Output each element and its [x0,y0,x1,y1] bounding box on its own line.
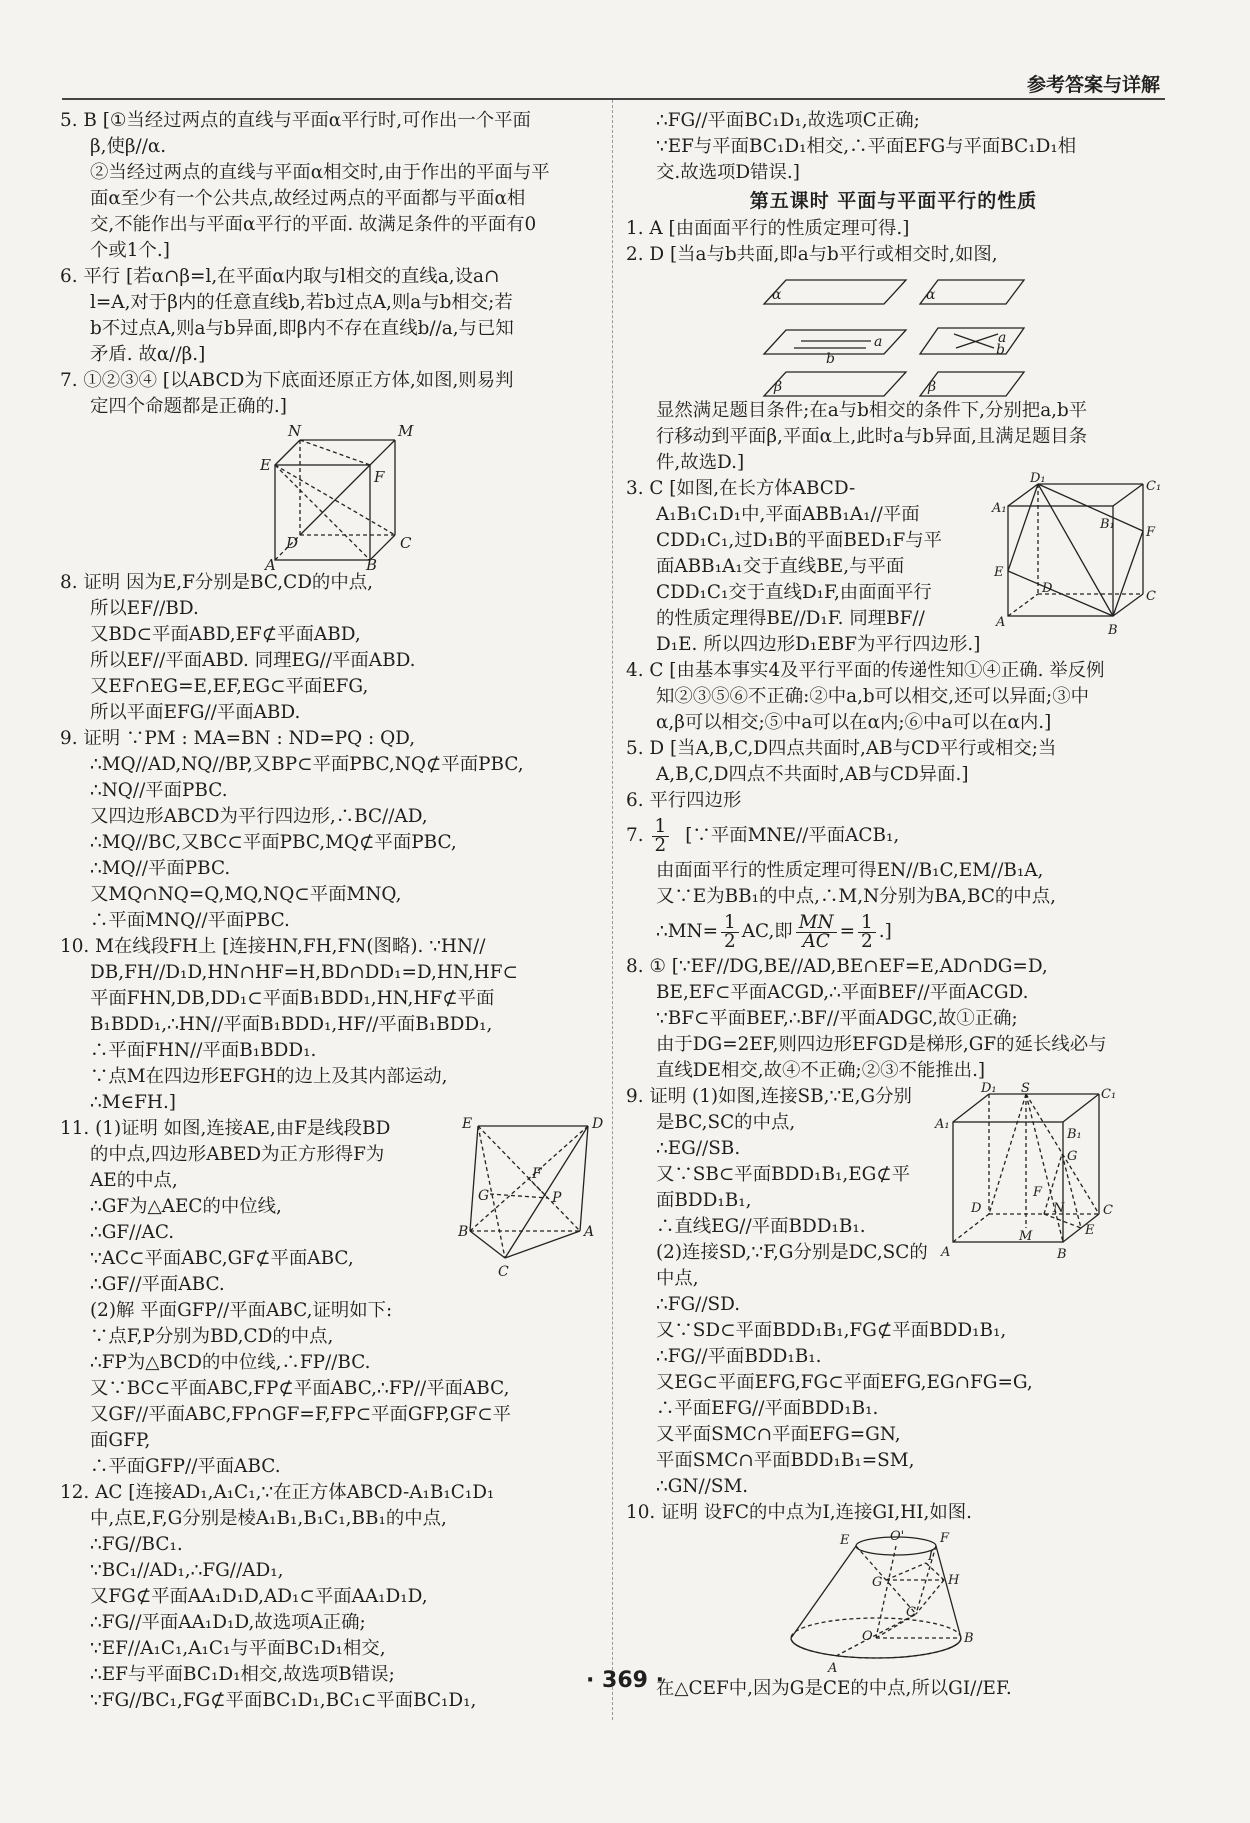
label-S: S [1021,1081,1030,1096]
answer-7-formula [626,910,1161,954]
text-line: A₁B₁C₁D₁中,平面ABB₁A₁//平面 [656,504,920,525]
label-I: I [928,1549,934,1564]
text-line: 又∵E为BB₁的中点,∴M,N分别为BA,BC的中点, [656,886,1056,907]
label-E: E [840,1533,850,1548]
text-line: ∴GF//AC. [90,1222,175,1243]
text-line: ∴GF为△AEC的中位线, [90,1196,282,1217]
text-fragment: .] [878,921,892,942]
text-line: 由于DG=2EF,则四边形EFGD是梯形,GF的延长线必与 [656,1034,1107,1055]
text-line: 定四个命题都是正确的.] [90,396,287,417]
text-line: 个或1个.] [90,240,170,261]
text-line: b不过点A,则a与b异面,即β内不存在直线b//a,与已知 [90,318,514,339]
text-line: ∴平面GFP//平面ABC. [90,1456,281,1477]
text-line: ∴平面MNQ//平面PBC. [90,910,290,931]
text-line: ∵EF//A₁C₁,A₁C₁与平面BC₁D₁相交, [90,1638,386,1659]
text-line: 2. D [当a与b共面,即a与b平行或相交时,如图, [626,244,998,265]
text-line: (2)连接SD,∵F,G分别是DC,SC的 [656,1242,928,1263]
label-B1: B₁ [1067,1127,1082,1142]
label-D: D [971,1201,982,1216]
label-alpha: α [926,287,936,303]
fraction-denominator: 2 [861,930,873,952]
fraction [721,911,739,952]
fraction [652,815,670,856]
left-column [60,108,610,1714]
text-line: 10. 证明 设FC的中点为I,连接GI,HI,如图. [626,1502,972,1523]
label-E: E [260,456,271,474]
text-line: 又∵SD⊂平面BDD₁B₁,FG⊄平面BDD₁B₁, [656,1320,1007,1341]
text-line: 面BDD₁B₁, [656,1190,752,1211]
text-line: ∴EF与平面BC₁D₁相交,故选项B错误; [90,1664,395,1685]
text-line: ∴平面EFG//平面BDD₁B₁. [656,1398,879,1419]
text-line: α,β可以相交;⑤中a可以在α内;⑥中a可以在α内.] [656,712,1052,733]
text-line: CDD₁C₁交于直线D₁F,由面面平行 [656,582,932,603]
fraction [796,911,837,952]
text-line: ∴FG//SD. [656,1294,741,1315]
text-line: 行移动到平面β,平面α上,此时a与b异面,且满足题目条 [656,426,1088,447]
text-line: 所以平面EFG//平面ABD. [90,702,301,723]
text-line: ∴平面FHN//平面B₁BDD₁. [90,1040,317,1061]
label-C1: C₁ [1146,479,1162,494]
box-figure-q3 [992,471,1162,638]
label-N: N [1053,1201,1065,1216]
label-G: G [478,1188,490,1204]
fraction-numerator: 1 [652,818,670,837]
text-line: 平面SMC∩平面BDD₁B₁=SM, [656,1450,915,1471]
label-C: C [498,1264,509,1280]
text-line: DB,FH//D₁D,HN∩HF=H,BD∩DD₁=D,HN,HF⊂ [90,962,518,983]
label-beta: β [928,379,937,395]
text-line: ∴FG//平面BC₁D₁,故选项C正确; [656,110,920,131]
label-B: B [366,556,378,574]
label-A: A [584,1224,595,1240]
text-line: 又四边形ABCD为平行四边形,∴BC//AD, [90,806,428,827]
label-P: P [552,1190,562,1206]
text-line: AE的中点, [90,1170,178,1191]
fraction-numerator: MN [796,914,837,933]
page-number: · 369 · [586,1668,664,1693]
fraction-denominator: AC [802,930,830,952]
text-line: 是BC,SC的中点, [656,1112,796,1133]
planes-figure-q2 [626,268,1161,398]
label-E: E [1085,1223,1095,1238]
cube-figure-q7 [60,420,610,574]
header-rule [62,98,1165,100]
fraction-denominator: 2 [654,834,667,856]
label-N: N [288,422,302,440]
label-C: C [906,1605,916,1620]
text-line: ②当经过两点的直线与平面α相交时,由于作出的平面与平 [90,162,550,183]
answers-8-10 [60,570,610,1116]
text-line: 知②③⑤⑥不正确:②中a,b可以相交,还可以异面;③中 [656,686,1090,707]
text-line: ∴MQ//BC,又BC⊂平面PBC,MQ⊄平面PBC, [90,832,457,853]
question-number: 7. [626,825,644,846]
label-F: F [532,1166,542,1182]
answer-11-part1 [60,1116,610,1298]
text-line: 中,点E,F,G分别是棱A₁B₁,B₁C₁,BB₁的中点, [90,1508,447,1529]
cube-figure-q9 [935,1081,1121,1269]
text-line: l=A,对于β内的任意直线b,若b过点A,则a与b相交;若 [90,292,513,313]
text-line: 又MQ∩NQ=Q,MQ,NQ⊂平面MNQ, [90,884,402,905]
text-line: 直线DE相交,故④不正确;②③不能推出.] [656,1060,986,1081]
text-line: 面ABB₁A₁交于直线BE,与平面 [656,556,905,577]
text-line: 的中点,四边形ABED为正方形得F为 [90,1144,385,1165]
text-line: 面GFP, [90,1430,151,1451]
text-line: 所以EF//平面ABD. 同理EG//平面ABD. [90,650,416,671]
text-line: (2)解 平面GFP//平面ABC,证明如下: [90,1300,393,1321]
text-line: ∵点M在四边形EFGH的边上及其内部运动, [90,1066,448,1087]
text-line: 10. M在线段FH上 [连接HN,FH,FN(图略). ∵HN// [60,936,486,957]
label-E: E [994,565,1004,580]
label-beta: β [774,379,783,395]
text-line: 9. 证明 (1)如图,连接SB,∵E,G分别 [626,1086,912,1107]
text-line: 平面FHN,DB,DD₁⊂平面B₁BDD₁,HN,HF⊄平面 [90,988,495,1009]
text-line: ∴M∈FH.] [90,1092,176,1113]
text-line: B₁BDD₁,∴HN//平面B₁BDD₁,HF//平面B₁BDD₁, [90,1014,493,1035]
text-line: 又∵SB⊂平面BDD₁B₁,EG⊄平 [656,1164,911,1185]
label-G: G [872,1575,883,1590]
fraction-numerator: 1 [721,914,739,933]
text-fragment: ∴MN= [656,921,719,942]
label-C: C [400,534,412,552]
column-divider [612,100,613,1720]
label-B1: B₁ [1100,517,1115,532]
text-line: 8. 证明 因为E,F分别是BC,CD的中点, [60,572,373,593]
text-line: ∴FG//平面AA₁D₁D,故选项A正确; [90,1612,366,1633]
label-C: C [1146,589,1156,604]
label-A1: A₁ [992,501,1007,516]
label-D1: D₁ [981,1081,997,1096]
text-line: 交.故选项D错误.] [656,162,800,183]
label-D: D [286,534,299,552]
label-D1: D₁ [1030,471,1046,486]
text-line: D₁E. 所以四边形D₁EBF为平行四边形.] [656,634,981,655]
text-line: 显然满足题目条件;在a与b相交的条件下,分别把a,b平 [656,400,1088,421]
fraction-denominator: 2 [724,930,736,952]
text-line: 8. ① [∵EF//DG,BE//AD,BE∩EF=E,AD∩DG=D, [626,956,1048,977]
label-F: F [1146,525,1156,540]
label-A: A [941,1245,951,1260]
label-F: F [940,1531,950,1546]
text-line: 的性质定理得BE//D₁F. 同理BF// [656,608,925,629]
label-B: B [1108,623,1118,638]
tetra-figure-q11 [460,1116,610,1298]
text-line: 矛盾. 故α//β.] [90,344,206,365]
label-F: F [1033,1185,1043,1200]
text-line: 9. 证明 ∵PM : MA=BN : ND=PQ : QD, [60,728,416,749]
answer-7 [626,814,1161,858]
label-a: a [874,334,883,350]
text-line: ∴FG//BC₁. [90,1534,183,1555]
text-line: β,使β//α. [90,136,167,157]
text-line: 4. C [由基本事实4及平行平面的传递性知①④正确. 举反例 [626,660,1105,681]
label-H: H [948,1573,960,1588]
label-alpha: α [772,287,782,303]
text-line: 所以EF//BD. [90,598,199,619]
answers-5-7 [60,108,610,420]
text-line: ∴FP为△BCD的中位线,∴FP//BC. [90,1352,371,1373]
answer-3 [626,471,1162,658]
label-C1: C₁ [1101,1087,1117,1102]
text-fragment: = [839,921,856,942]
text-line: ∵BC₁//AD₁,∴FG//AD₁, [90,1560,284,1581]
label-C: C [1103,1203,1113,1218]
label-D: D [1042,581,1053,596]
text-line: 12. AC [连接AD₁,A₁C₁,∵在正方体ABCD-A₁B₁C₁D₁ [60,1482,495,1503]
text-line: 中点, [656,1268,699,1289]
text-line: 由面面平行的性质定理可得EN//B₁C,EM//B₁A, [656,860,1044,881]
text-line: ∴直线EG//平面BDD₁B₁. [656,1216,866,1237]
text-line: 5. D [当A,B,C,D四点共面时,AB与CD平行或相交;当 [626,738,1057,759]
label-B: B [964,1631,974,1646]
text-line: A,B,C,D四点不共面时,AB与CD异面.] [656,764,969,785]
text-line: 6. 平行 [若α∩β=l,在平面α内取与l相交的直线a,设a∩ [60,266,500,287]
text-line: BE,EF⊂平面ACGD,∴平面BEF//平面ACGD. [656,982,1029,1003]
frustum-figure-q10 [626,1526,1161,1676]
label-O: O [862,1629,873,1644]
label-b: b [996,342,1005,358]
label-F: F [374,468,385,486]
answer-9-part1 [626,1081,1161,1292]
text-line: ∵EF与平面BC₁D₁相交,∴平面EFG与平面BC₁D₁相 [656,136,1077,157]
fraction-numerator: 1 [858,914,876,933]
text-line: 在△CEF中,因为G是CE的中点,所以GI//EF. [656,1678,1012,1699]
text-line: ∴EG//SB. [656,1138,741,1159]
text-line: 1. A [由面面平行的性质定理可得.] [626,218,910,239]
text-line: 6. 平行四边形 [626,790,742,811]
text-line: ∴GN//SM. [656,1476,749,1497]
text-line: 3. C [如图,在长方体ABCD- [626,478,856,499]
text-line: 7. ①②③④ [以ABCD为下底面还原正方体,如图,则易判 [60,370,514,391]
text-line: 又∵BC⊂平面ABC,FP⊄平面ABC,∴FP//平面ABC, [90,1378,510,1399]
text-line: CDD₁C₁,过D₁B的平面BED₁F与平 [656,530,943,551]
text-line: 又FG⊄平面AA₁D₁D,AD₁⊂平面AA₁D₁D, [90,1586,428,1607]
label-O-prime: O' [890,1529,905,1544]
text-line: ∵BF⊂平面BEF,∴BF//平面ADGC,故①正确; [656,1008,1018,1029]
text-line: 又平面SMC∩平面EFG=GN, [656,1424,901,1445]
text-line: ∴NQ//平面PBC. [90,780,228,801]
label-M: M [398,422,414,440]
label-D: D [592,1116,604,1132]
label-b: b [826,351,835,367]
label-B: B [1057,1247,1067,1262]
text-line: 11. (1)证明 如图,连接AE,由F是线段BD [60,1118,391,1139]
text-line: ∵FG//BC₁,FG⊄平面BC₁D₁,BC₁⊂平面BC₁D₁, [90,1690,477,1711]
label-G: G [1067,1149,1078,1164]
fraction [858,911,876,952]
text-line: ∵点F,P分别为BD,CD的中点, [90,1326,334,1347]
section-title: 第五课时 平面与平面平行的性质 [749,190,1038,212]
text-line: ∴MQ//平面PBC. [90,858,231,879]
text-fragment: AC,即 [741,921,793,942]
label-M: M [1019,1229,1033,1244]
text-line: 又EF∩EG=E,EF,EG⊂平面EFG, [90,676,369,697]
text-line: 面α至少有一个公共点,故经过两点的平面都与平面α相 [90,188,526,209]
text-line: 又GF//平面ABC,FP∩GF=F,FP⊂平面GFP,GF⊂平 [90,1404,512,1425]
text-line: 5. B [①当经过两点的直线与平面α平行时,可作出一个平面 [60,110,531,131]
label-B: B [458,1224,469,1240]
right-column [626,108,1161,1702]
label-A: A [265,556,276,574]
text-line: 件,故选D.] [656,452,745,473]
label-A1: A₁ [935,1117,950,1132]
text-line: 又BD⊂平面ABD,EF⊄平面ABD, [90,624,361,645]
text-line: ∴FG//平面BDD₁B₁. [656,1346,822,1367]
answers-11-12 [60,1298,610,1714]
header-title: 参考答案与详解 [1026,74,1160,96]
text-line: 交,不能作出与平面α平行的平面. 故满足条件的平面有0 [90,214,537,235]
label-a: a [998,330,1007,346]
label-A: A [996,615,1006,630]
label-A: A [828,1661,838,1676]
label-E: E [462,1116,473,1132]
text-line: ∴GF//平面ABC. [90,1274,225,1295]
text-line: ∴MQ//AD,NQ//BP,又BP⊂平面PBC,NQ⊄平面PBC, [90,754,524,775]
text-line: 又EG⊂平面EFG,FG⊂平面EFG,EG∩FG=G, [656,1372,1033,1393]
text-line: ∵AC⊂平面ABC,GF⊄平面ABC, [90,1248,354,1269]
text-line: [∵平面MNE//平面ACB₁, [685,825,900,846]
